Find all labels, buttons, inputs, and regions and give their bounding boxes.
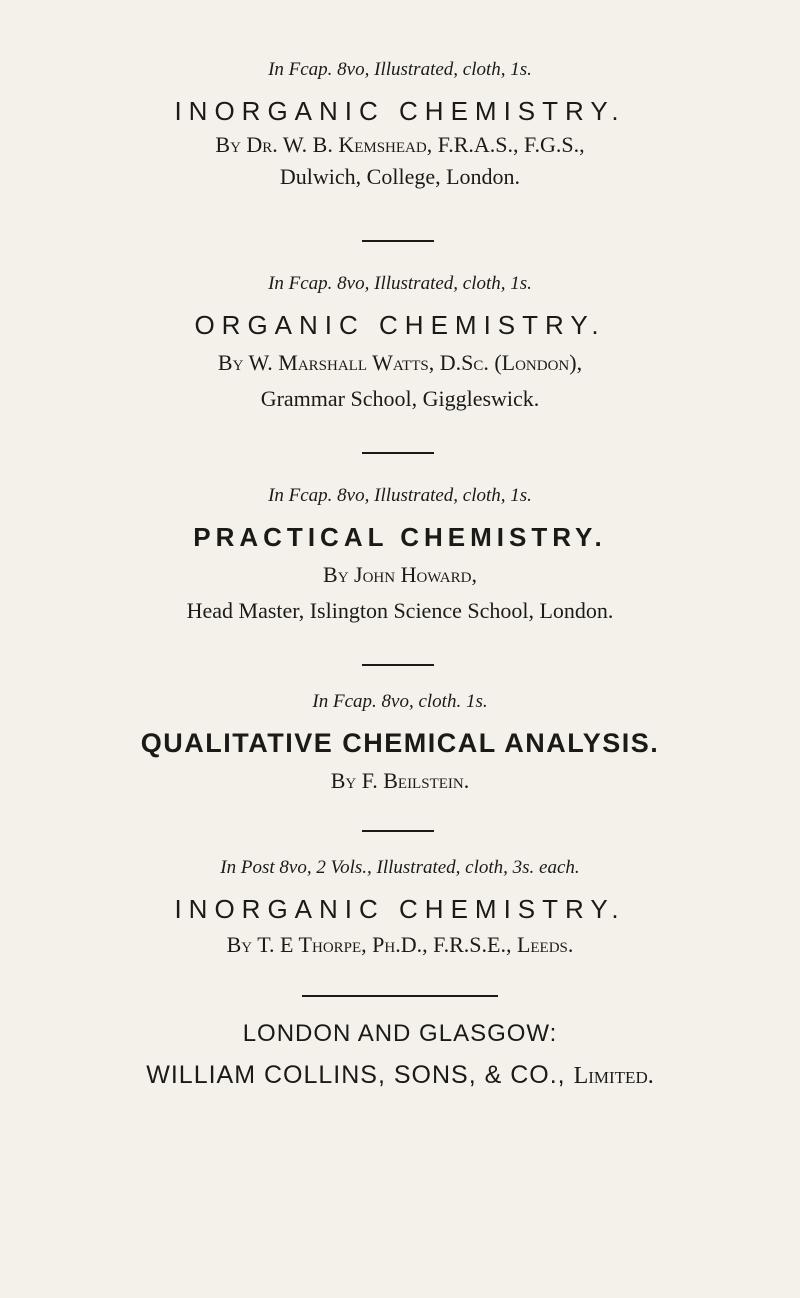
publisher-location: LONDON AND GLASGOW: — [242, 1020, 558, 1047]
book-title: INORGANIC CHEMISTRY. — [174, 96, 626, 126]
book-title: INORGANIC CHEMISTRY. — [174, 894, 626, 924]
book-title: QUALITATIVE CHEMICAL ANALYSIS. — [140, 728, 660, 758]
publisher-name-main: WILLIAM COLLINS, SONS, & CO., — [146, 1061, 566, 1089]
divider-rule — [362, 830, 434, 832]
book-format-line: In Post 8vo, 2 Vols., Illustrated, cloth, 3s. each. — [220, 857, 580, 878]
book-format-line: In Fcap. 8vo, Illustrated, cloth, 1s. — [268, 273, 532, 294]
book-author: By F. Beilstein. — [330, 768, 470, 793]
book-format-line: In Fcap. 8vo, cloth. 1s. — [312, 691, 488, 712]
book-author: By W. Marshall Watts, D.Sc. (London), — [217, 350, 583, 375]
book-title: ORGANIC CHEMISTRY. — [194, 310, 606, 340]
book-title: PRACTICAL CHEMISTRY. — [193, 522, 607, 552]
publisher-name — [0, 1058, 800, 1093]
author-affiliation: Dulwich, College, London. — [279, 164, 521, 189]
book-format-line: In Fcap. 8vo, Illustrated, cloth, 1s. — [268, 485, 532, 506]
publisher-name-suffix: Limited. — [573, 1063, 654, 1089]
divider-rule — [362, 452, 434, 454]
divider-rule — [362, 240, 434, 242]
author-affiliation: Grammar School, Giggleswick. — [260, 386, 540, 411]
author-affiliation: Head Master, Islington Science School, London. — [186, 598, 614, 623]
divider-rule — [362, 664, 434, 666]
book-author: By Dr. W. B. Kemshead, F.R.A.S., F.G.S., — [215, 132, 585, 157]
book-format-line: In Fcap. 8vo, Illustrated, cloth, 1s. — [268, 59, 532, 80]
book-author: By T. E Thorpe, Ph.D., F.R.S.E., Leeds. — [226, 932, 574, 957]
book-author: By John Howard, — [323, 562, 477, 587]
divider-rule — [302, 995, 498, 997]
